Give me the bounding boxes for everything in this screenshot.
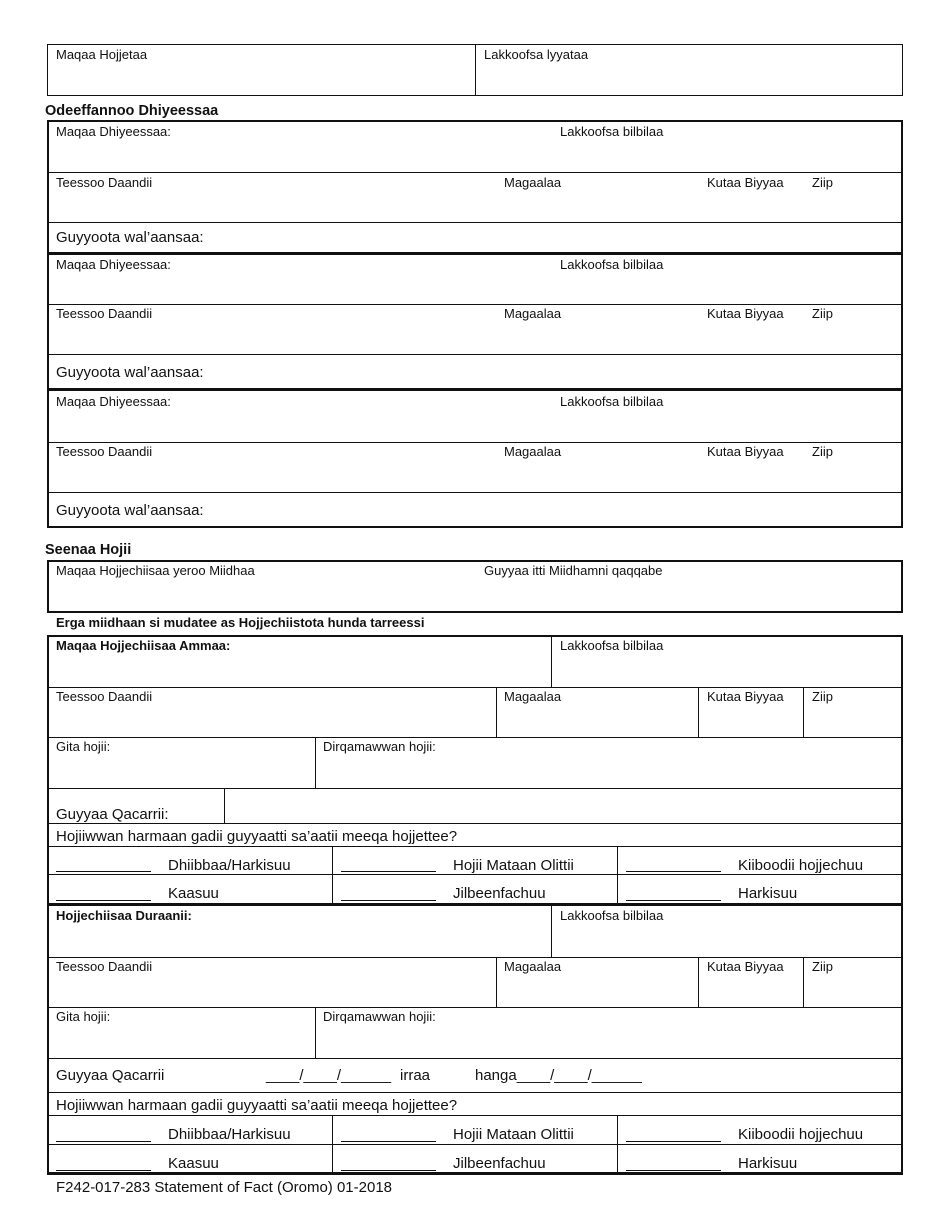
prev-street-label: Teessoo Daandii: [56, 959, 153, 974]
task-label: Hojii Mataan Olittii: [453, 1126, 574, 1143]
provider-name-label: Maqaa Dhiyeessaa:: [56, 394, 171, 409]
injury-date-label: Guyyaa itti Miidhamni qaqqabe: [484, 563, 663, 578]
current-zip-label: Ziip: [812, 689, 833, 704]
provider-name-label: Maqaa Dhiyeessaa:: [56, 124, 171, 139]
provider-street-label: Teessoo Daandii: [56, 444, 153, 459]
providers-title: Odeeffannoo Dhiyeessaa: [45, 103, 219, 119]
employment-title: Seenaa Hojii: [45, 542, 132, 558]
prev-start-date-label: Guyyaa Qacarrii: [56, 1067, 165, 1084]
task-label: Jilbeenfachuu: [453, 885, 546, 902]
provider-name-label: Maqaa Dhiyeessaa:: [56, 257, 171, 272]
task-label: Harkisuu: [738, 885, 798, 902]
prev-hours-question: Hojiiwwan harmaan gadii guyyaatti sa’aatii meeqa hojjettee?: [56, 1097, 458, 1114]
prev-date-from-blank: ____/____/______: [266, 1067, 392, 1084]
current-street-label: Teessoo Daandii: [56, 689, 153, 704]
task-label: Dhiibbaa/Harkisuu: [168, 857, 291, 874]
prev-job-title-label: Gita hojii:: [56, 1009, 111, 1024]
provider-city-label: Magaalaa: [504, 306, 562, 321]
provider-zip-label: Ziip: [812, 175, 833, 190]
provider-state-label: Kutaa Biyyaa: [707, 306, 784, 321]
prev-city-label: Magaalaa: [504, 959, 562, 974]
prev-employer-label: Hojjechiisaa Duraanii:: [56, 908, 192, 923]
provider-street-label: Teessoo Daandii: [56, 175, 153, 190]
task-label: Kiiboodii hojjechuu: [738, 857, 864, 874]
current-city-label: Magaalaa: [504, 689, 562, 704]
provider-phone-label: Lakkoofsa bilbilaa: [560, 124, 664, 139]
task-label: Hojii Mataan Olittii: [453, 857, 574, 874]
claim-number-label: Lakkoofsa lyyataa: [484, 47, 589, 62]
prev-to-label: hanga____/____/______: [475, 1067, 642, 1084]
task-label: Jilbeenfachuu: [453, 1155, 546, 1172]
task-label: Kaasuu: [168, 1155, 219, 1172]
current-job-title-label: Gita hojii:: [56, 739, 111, 754]
task-label: Kaasuu: [168, 885, 219, 902]
prev-from-label: irraa: [400, 1067, 431, 1084]
provider-phone-label: Lakkoofsa bilbilaa: [560, 394, 664, 409]
provider-dates-label: Guyyoota wal’aansaa:: [56, 229, 204, 246]
provider-dates-label: Guyyoota wal’aansaa:: [56, 502, 204, 519]
prev-state-label: Kutaa Biyyaa: [707, 959, 784, 974]
provider-phone-label: Lakkoofsa bilbilaa: [560, 257, 664, 272]
current-employer-phone-label: Lakkoofsa bilbilaa: [560, 638, 664, 653]
provider-zip-label: Ziip: [812, 444, 833, 459]
prev-job-duties-label: Dirqamawwan hojii:: [323, 1009, 436, 1024]
task-label: Kiiboodii hojjechuu: [738, 1126, 864, 1143]
provider-state-label: Kutaa Biyyaa: [707, 175, 784, 190]
form-footer: F242-017-283 Statement of Fact (Oromo) 01-2018: [56, 1179, 393, 1196]
provider-state-label: Kutaa Biyyaa: [707, 444, 784, 459]
prev-zip-label: Ziip: [812, 959, 833, 974]
provider-zip-label: Ziip: [812, 306, 833, 321]
current-employer-label: Maqaa Hojjechiisaa Ammaa:: [56, 638, 231, 653]
task-label: Harkisuu: [738, 1155, 798, 1172]
current-state-label: Kutaa Biyyaa: [707, 689, 784, 704]
injury-employer-label: Maqaa Hojjechiisaa yeroo Miidhaa: [56, 563, 255, 578]
provider-dates-label: Guyyoota wal’aansaa:: [56, 364, 204, 381]
worker-name-label: Maqaa Hojjetaa: [56, 47, 148, 62]
current-start-date-label: Guyyaa Qacarrii:: [56, 806, 169, 823]
task-label: Dhiibbaa/Harkisuu: [168, 1126, 291, 1143]
prev-employer-phone-label: Lakkoofsa bilbilaa: [560, 908, 664, 923]
current-job-duties-label: Dirqamawwan hojii:: [323, 739, 436, 754]
provider-city-label: Magaalaa: [504, 175, 562, 190]
current-hours-question: Hojiiwwan harmaan gadii guyyaatti sa’aatii meeqa hojjettee?: [56, 828, 458, 845]
employers-instruction: Erga miidhaan si mudatee as Hojjechiistota hunda tarreessi: [56, 615, 425, 630]
provider-city-label: Magaalaa: [504, 444, 562, 459]
provider-street-label: Teessoo Daandii: [56, 306, 153, 321]
